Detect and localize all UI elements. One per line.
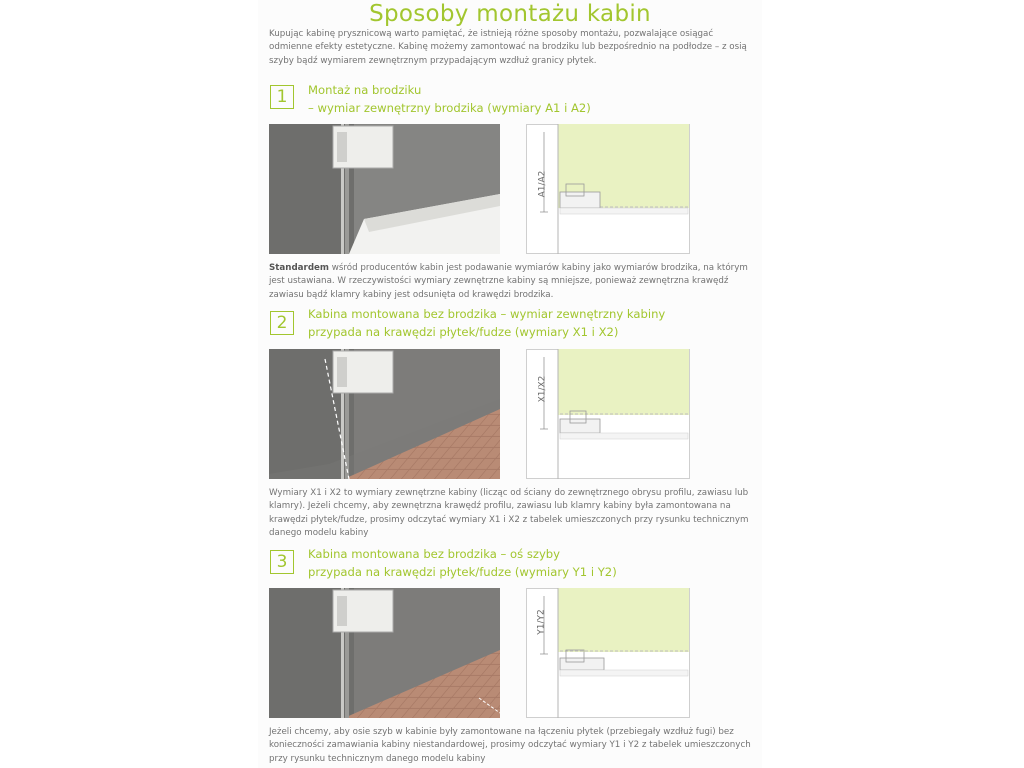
section-2-description-text: Wymiary X1 i X2 to wymiary zewnętrzne kabiny (licząc od ściany do zewnętrznego obrysu profilu, zawiasu lub klamry). Jeżeli chcemy, aby zewnętrzna krawędź profilu, zawiasu lub klamry kabiny była zamontowana na krawędzi płytek/fudze, prosimy odczytać wymiary X1 i X2 z tabelek umieszczonych przy rysunku technicznym danego modelu kabiny [269, 488, 749, 539]
intro-paragraph: Kupując kabinę prysznicową warto pamiętać, że istnieją różne sposoby montażu, pozwalające osiągać odmienne efekty estetyczne. Kabinę możemy zamontować na brodziku lub bezpośrednio na podłodze – z osią szyby bądź wymiarem zewnętrznym przypadającym wzdłuż granicy płytek. [269, 29, 747, 66]
section-1-heading [308, 81, 591, 117]
section-2-heading-line1: Kabina montowana bez brodzika – wymiar zewnętrzny kabiny [308, 307, 666, 321]
section-3-heading-line1: Kabina montowana bez brodzika – oś szyby [308, 547, 561, 561]
section-2-photo [269, 349, 500, 479]
section-3-diagram [526, 588, 690, 718]
section-2-heading-line2: przypada na krawędzi płytek/fudze (wymiary X1 i X2) [308, 325, 619, 339]
section-3-photo [269, 588, 500, 718]
section-3-description-text: Jeżeli chcemy, aby osie szyb w kabinie były zamontowane na łączeniu płytek (przebiegały wzdłuż fugi) bez konieczności zamawiania kabiny niestandardowej, prosimy odczytać wymiary Y1 i Y2 z tabelek umieszczonych przy rysunku technicznym danego modelu kabiny [269, 727, 751, 764]
section-3-heading [308, 545, 617, 581]
section-1-number: 1 [270, 85, 294, 109]
section-3-heading-line2: przypada na krawędzi płytek/fudze (wymiary Y1 i Y2) [308, 565, 617, 579]
section-1-heading-line1: Montaż na brodziku [308, 83, 422, 97]
document-page [258, 0, 762, 768]
section-3-description [269, 726, 757, 766]
section-3-dimension-label: Y1/Y2 [537, 609, 548, 635]
section-1-description-bold: Standardem [269, 263, 329, 273]
section-1-diagram [526, 124, 690, 254]
section-2-dimension-label: X1/X2 [537, 375, 548, 403]
section-1-description-text: wśród producentów kabin jest podawanie wymiarów kabiny jako wymiarów brodzika, na którym jest ustawiana. W rzeczywistości wymiary zewnętrzne kabiny są mniejsze, ponieważ zewnętrzna krawędź zawiasu bądź klamry kabiny jest odsunięta od krawędzi brodzika. [269, 263, 748, 300]
section-1-description [269, 262, 757, 302]
section-2-heading [308, 305, 665, 341]
section-2-number: 2 [270, 311, 294, 335]
section-1-photo [269, 124, 500, 254]
section-3-number: 3 [270, 550, 294, 574]
page-title: Sposoby montażu kabin [369, 1, 651, 27]
section-1-heading-line2: – wymiar zewnętrzny brodzika (wymiary A1 i A2) [308, 101, 591, 115]
section-1-dimension-label: A1/A2 [537, 170, 547, 198]
section-2-description [269, 487, 757, 541]
section-2-diagram [526, 349, 690, 479]
